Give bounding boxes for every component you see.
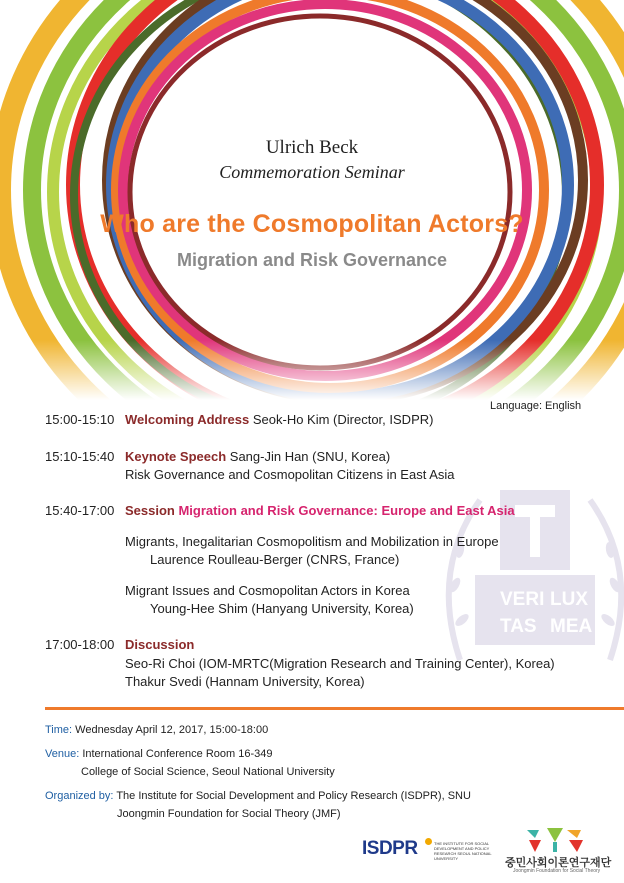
info-time-key: Time: bbox=[45, 724, 73, 736]
language-note: Language: English bbox=[490, 400, 582, 412]
snu-seal-watermark bbox=[440, 470, 624, 680]
session-talk-speaker: Young-Hee Shim (Hanyang University, Korea) bbox=[150, 601, 414, 616]
session-title: Migration and Risk Governance: Europe and East Asia bbox=[174, 503, 515, 518]
program-time: 15:40-17:00 bbox=[45, 503, 115, 518]
info-organizer-line2: Joongmin Foundation for Social Theory (JMF) bbox=[117, 808, 341, 820]
seminar-name: Commemoration Seminar bbox=[219, 162, 405, 182]
session-talk-speaker: Laurence Roulleau-Berger (CNRS, France) bbox=[150, 552, 400, 567]
program-time: 17:00-18:00 bbox=[45, 637, 115, 652]
program-row-welcome bbox=[45, 412, 433, 427]
program-time: 15:10-15:40 bbox=[45, 449, 115, 464]
jmf-logo-icon bbox=[525, 824, 585, 854]
seminar-subtitle: Migration and Risk Governance bbox=[176, 250, 448, 270]
program-time: 15:00-15:10 bbox=[45, 412, 115, 427]
session-talk-title: Migrant Issues and Cosmopolitan Actors in Korea bbox=[125, 583, 410, 598]
info-venue-key: Venue: bbox=[45, 748, 80, 760]
info-venue bbox=[45, 748, 273, 760]
info-time bbox=[45, 724, 268, 736]
isdpr-logo-text: THE INSTITUTE FOR SOCIAL DEVELOPMENT AND POLICY RESEARCH SEOUL NATIONAL UNIVERSITY bbox=[434, 841, 492, 861]
keynote-topic: Risk Governance and Cosmopolitan Citizens in East Asia bbox=[125, 467, 455, 482]
decorative-rings bbox=[0, 0, 624, 400]
isdpr-logo: ISDPR bbox=[362, 838, 418, 859]
program-row-session bbox=[45, 503, 515, 518]
ring-8 bbox=[123, 4, 527, 376]
info-time-value: Wednesday April 12, 2017, 15:00-18:00 bbox=[72, 724, 269, 736]
seminar-title: Who are the Cosmopolitan Actors? bbox=[100, 210, 524, 238]
program-detail: Sang-Jin Han (SNU, Korea) bbox=[226, 449, 391, 464]
info-organizer bbox=[45, 790, 471, 802]
program-label: Keynote Speech bbox=[125, 449, 227, 464]
info-organizer-key: Organized by: bbox=[45, 790, 114, 802]
seal-word-veri: VERI bbox=[500, 589, 545, 610]
program-label: Session bbox=[125, 503, 175, 518]
program-label: Discussion bbox=[125, 637, 195, 652]
divider-line bbox=[45, 707, 624, 710]
discussant: Thakur Svedi (Hannam University, Korea) bbox=[125, 674, 365, 689]
info-organizer-value: The Institute for Social Development and Policy Research (ISDPR), SNU bbox=[113, 790, 471, 802]
info-venue-line2: College of Social Science, Seoul National University bbox=[81, 766, 335, 778]
ring-9 bbox=[130, 16, 510, 368]
seal-word-tas: TAS bbox=[500, 616, 537, 637]
program-detail: Seok-Ho Kim (Director, ISDPR) bbox=[249, 412, 434, 427]
seal-word-mea: MEA bbox=[550, 616, 593, 637]
speaker-name: Ulrich Beck bbox=[265, 137, 359, 158]
jmf-logo-english: Joongmin Foundation for Social Theory bbox=[513, 868, 601, 874]
ring-fade bbox=[0, 340, 624, 400]
jmf-logo-korean: 중민사회이론연구재단 bbox=[505, 857, 612, 869]
seal-word-lux: LUX bbox=[550, 589, 588, 610]
discussant: Seo-Ri Choi (IOM-MRTC(Migration Research and Training Center), Korea) bbox=[125, 656, 555, 671]
isdpr-logo-dot bbox=[425, 838, 432, 845]
session-talk-title: Migrants, Inegalitarian Cosmopolitism and Mobilization in Europe bbox=[125, 534, 499, 549]
program-row-discussion bbox=[45, 637, 194, 652]
program-row-keynote bbox=[45, 449, 390, 464]
info-venue-value: International Conference Room 16-349 bbox=[79, 748, 273, 760]
program-label: Welcoming Address bbox=[125, 412, 250, 427]
